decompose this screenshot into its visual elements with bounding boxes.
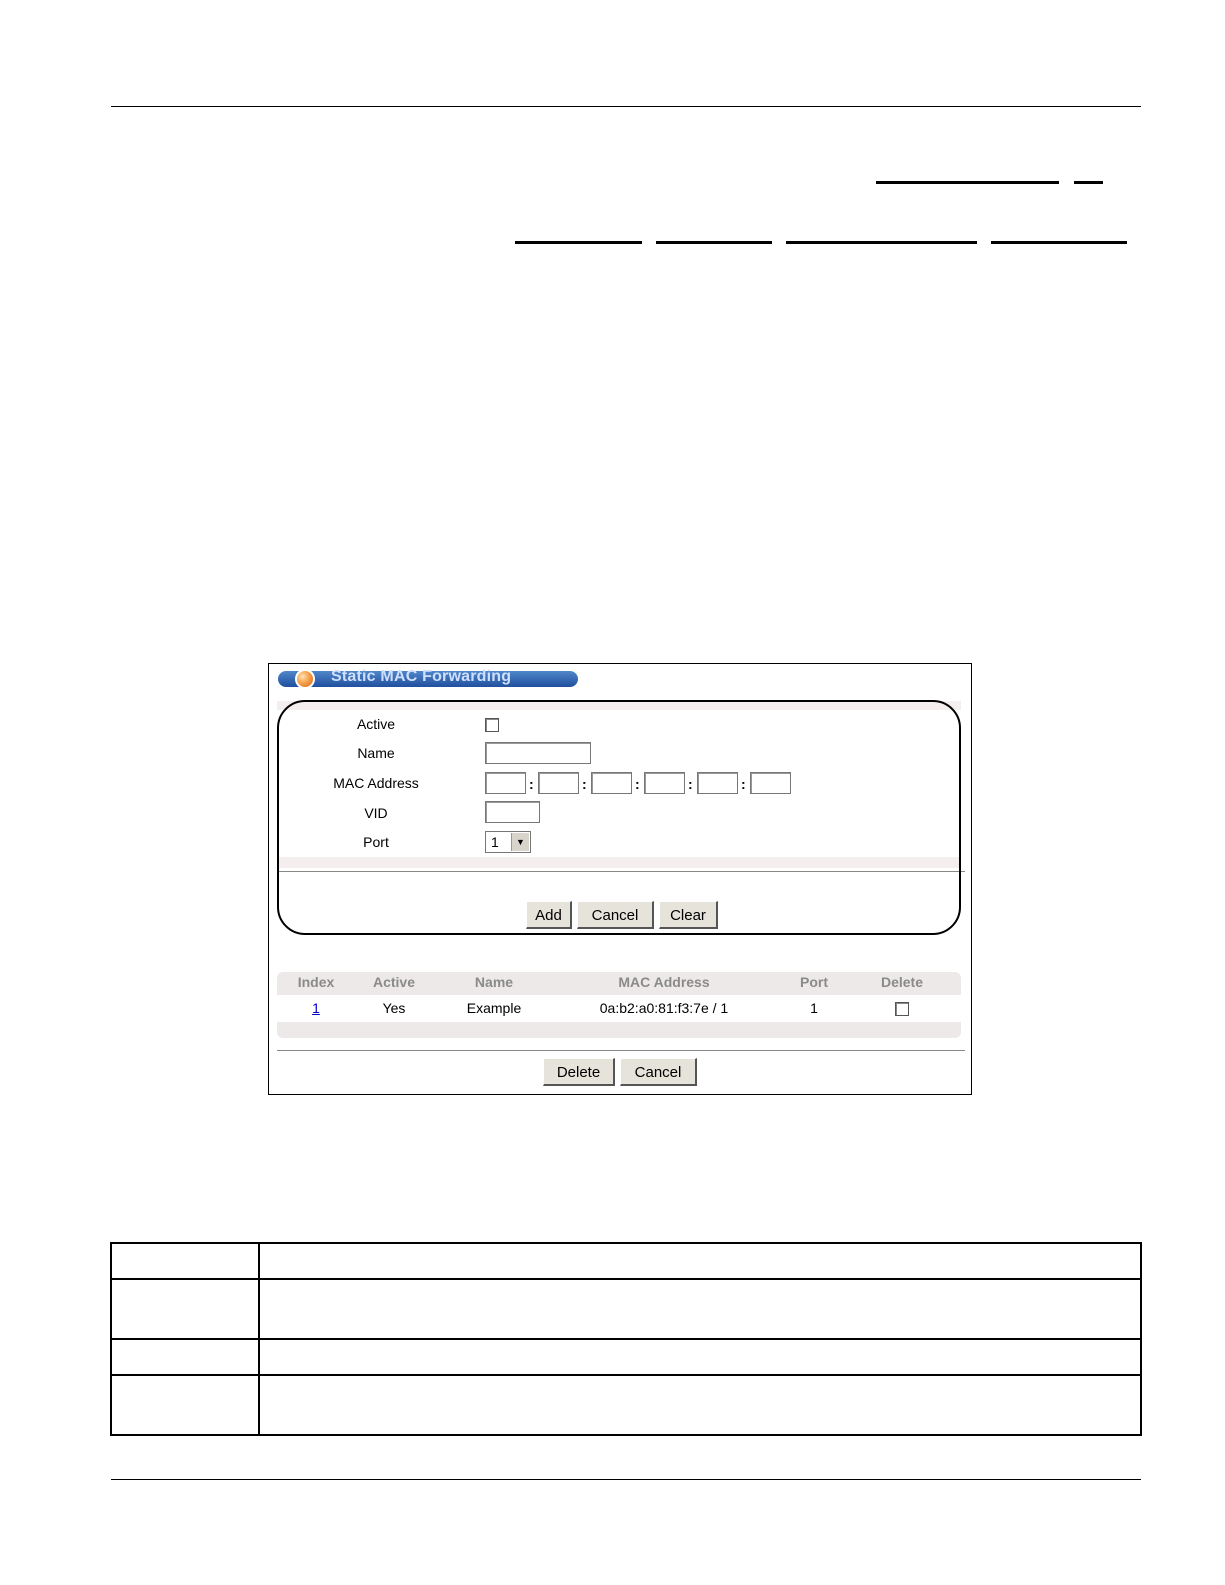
cell-active: Yes — [382, 1000, 406, 1016]
table-cancel-button[interactable]: Cancel — [620, 1058, 697, 1086]
vid-input[interactable] — [485, 801, 540, 823]
col-header-port: Port — [800, 974, 828, 990]
col-header-active: Active — [372, 974, 416, 990]
mac-octet-6-input[interactable] — [750, 772, 791, 794]
mac-separator: : — [635, 776, 640, 792]
index-link[interactable]: 1 — [312, 1000, 320, 1016]
mac-separator: : — [582, 776, 587, 792]
delete-checkbox[interactable] — [895, 1002, 909, 1016]
name-input[interactable] — [485, 742, 591, 764]
col-header-name: Name — [474, 974, 514, 990]
active-row — [277, 710, 961, 740]
chevron-down-icon[interactable]: ▼ — [511, 833, 529, 851]
active-checkbox[interactable] — [485, 718, 499, 732]
mac-separator: : — [529, 776, 534, 792]
bottom-rule — [111, 1479, 1141, 1480]
mac-separator: : — [741, 776, 746, 792]
page-title: Static MAC Forwarding — [331, 668, 512, 685]
static-mac-forwarding-screen — [268, 663, 972, 1095]
mac-row — [277, 768, 961, 800]
clear-button[interactable]: Clear — [659, 901, 718, 929]
cell-port: 1 — [810, 1000, 818, 1016]
orb-icon — [295, 669, 315, 689]
add-button[interactable]: Add — [526, 901, 572, 929]
redacted-underline — [515, 241, 642, 244]
row-divider — [112, 1278, 1140, 1280]
port-select[interactable] — [485, 831, 531, 853]
row-divider — [112, 1338, 1140, 1340]
top-rule — [111, 106, 1141, 107]
delete-button[interactable]: Delete — [543, 1058, 615, 1086]
port-select-value: 1 — [491, 834, 499, 850]
mac-octet-3-input[interactable] — [591, 772, 632, 794]
port-row — [277, 828, 961, 857]
redacted-underline — [786, 241, 977, 244]
vid-label: VID — [364, 805, 388, 821]
mac-octet-4-input[interactable] — [644, 772, 685, 794]
col-header-delete: Delete — [880, 974, 924, 990]
table-divider — [277, 1050, 965, 1051]
active-label: Active — [356, 716, 396, 732]
mac-label: MAC Address — [333, 775, 419, 791]
field-description-table — [110, 1242, 1142, 1436]
cell-mac: 0a:b2:a0:81:f3:7e / 1 — [599, 1000, 729, 1016]
col-header-index: Index — [297, 974, 335, 990]
mac-separator: : — [688, 776, 693, 792]
cancel-button[interactable]: Cancel — [577, 901, 654, 929]
vid-row — [277, 799, 961, 829]
row-divider — [112, 1374, 1140, 1376]
port-label: Port — [363, 834, 389, 850]
redacted-underline — [1074, 181, 1103, 184]
redacted-underline — [656, 241, 772, 244]
col-header-mac: MAC Address — [618, 974, 710, 990]
cell-name: Example — [466, 1000, 522, 1016]
mac-octet-2-input[interactable] — [538, 772, 579, 794]
mac-octet-1-input[interactable] — [485, 772, 526, 794]
redacted-underline — [876, 181, 1059, 184]
name-row — [277, 739, 961, 769]
form-divider — [277, 871, 965, 872]
name-label: Name — [357, 745, 395, 761]
mac-octet-5-input[interactable] — [697, 772, 738, 794]
redacted-underline — [991, 241, 1127, 244]
